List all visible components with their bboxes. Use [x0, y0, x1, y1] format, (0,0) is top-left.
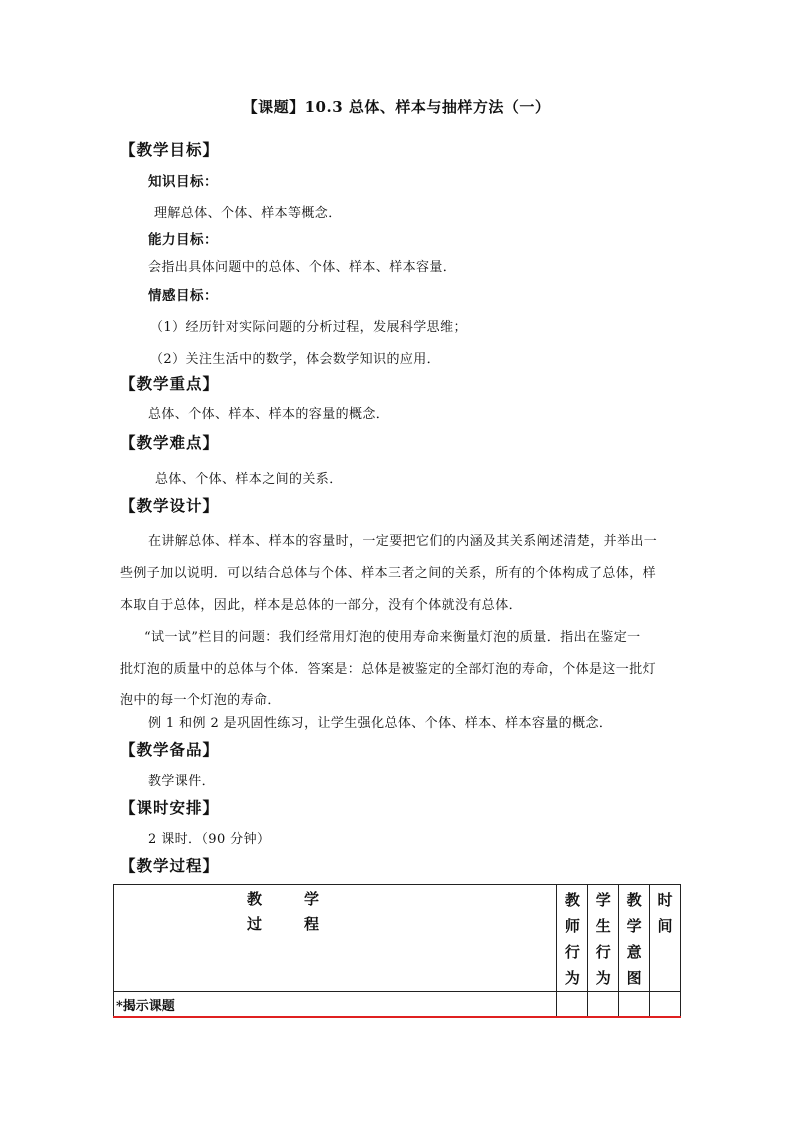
emotion-objective-label: 情感目标： [148, 288, 218, 304]
design-paragraph-line: 批灯泡的质量中的总体与个体．答案是：总体是被鉴定的全部灯泡的寿命，个体是这一批灯 [120, 662, 657, 677]
knowledge-objective-label: 知识目标： [148, 174, 218, 190]
schedule-heading: 【课时安排】 [120, 798, 220, 817]
reveal-topic-label: *揭示课题 [116, 999, 175, 1014]
difficulties-heading: 【教学难点】 [120, 433, 220, 452]
design-paragraph-line: 在讲解总体、样本、样本的容量时，一定要把它们的内涵及其关系阐述清楚，并举出一 [148, 534, 658, 549]
table-header-student [588, 885, 619, 992]
table-cell [588, 992, 619, 1018]
page-break-line [113, 1016, 681, 1018]
table-cell [557, 992, 588, 1018]
column-header-label: 时间 [657, 891, 673, 935]
table-cell [619, 992, 650, 1018]
design-paragraph-line: 本取自于总体，因此，样本是总体的一部分，没有个体就没有总体． [120, 598, 523, 613]
table-cell [114, 992, 557, 1018]
header-char: 程 [304, 915, 320, 933]
design-paragraph-line: 例 1 和例 2 是巩固性练习，让学生强化总体、个体、样本、样本容量的概念． [148, 716, 613, 731]
key-points-text: 总体、个体、样本、样本的容量的概念． [148, 407, 390, 422]
key-points-heading: 【教学重点】 [120, 374, 220, 393]
design-paragraph-line: “试一试”栏目的问题：我们经常用灯泡的使用寿命来衡量灯泡的质量．指出在鉴定一 [144, 630, 641, 645]
table-header-time [650, 885, 681, 992]
table-cell [650, 992, 681, 1018]
header-char: 过 [247, 915, 263, 933]
process-table [113, 884, 681, 1018]
design-paragraph-line: 些例子加以说明．可以结合总体与个体、样本三者之间的关系，所有的个体构成了总体，样 [120, 566, 657, 581]
design-heading: 【教学设计】 [120, 496, 220, 515]
objectives-heading: 【教学目标】 [120, 140, 220, 159]
page-title: 【课题】10.3 总体、样本与抽样方法（一） [242, 98, 551, 116]
materials-heading: 【教学备品】 [120, 740, 220, 759]
ability-objective-label: 能力目标： [148, 232, 218, 248]
emotion-objective-item: （1）经历针对实际问题的分析过程，发展科学思维； [150, 320, 467, 335]
emotion-objective-item: （2）关注生活中的数学，体会数学知识的应用． [150, 352, 441, 367]
ability-objective-text: 会指出具体问题中的总体、个体、样本、样本容量． [148, 260, 457, 275]
materials-text: 教学课件． [148, 774, 216, 789]
table-header-teacher [557, 885, 588, 992]
design-paragraph-line: 泡中的每一个灯泡的寿命． [120, 693, 281, 708]
header-char: 教 [247, 890, 263, 908]
knowledge-objective-text: 理解总体、个体、样本等概念． [154, 206, 342, 221]
schedule-text: 2 课时．（90 分钟） [148, 832, 271, 847]
table-header-intent [619, 885, 650, 992]
difficulties-text: 总体、个体、样本之间的关系． [155, 472, 343, 487]
table-header-main [114, 885, 557, 992]
column-header-label: 教学意图 [626, 891, 642, 987]
column-header-label: 教师行为 [564, 891, 580, 987]
header-char: 学 [304, 890, 320, 908]
process-heading: 【教学过程】 [120, 856, 220, 875]
column-header-label: 学生行为 [595, 891, 611, 987]
table-row [114, 992, 681, 1018]
